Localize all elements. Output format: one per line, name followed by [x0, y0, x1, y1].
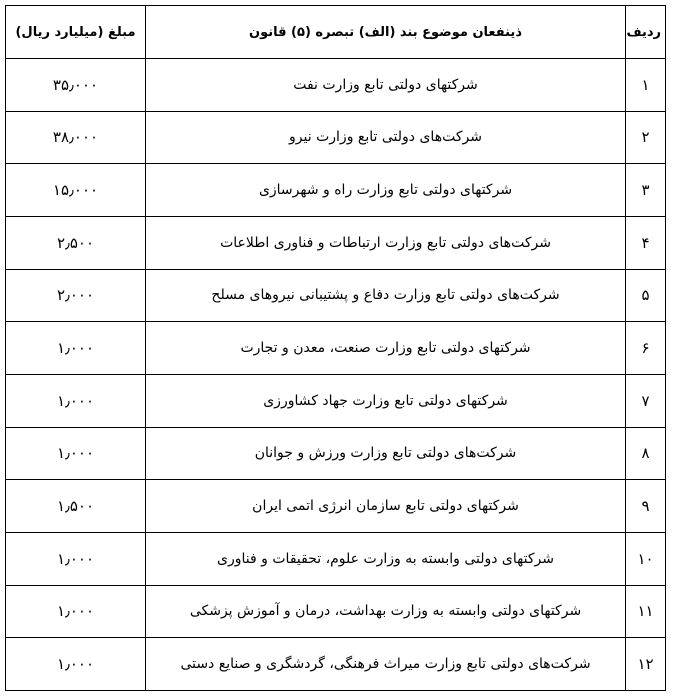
row-number-cell: ۸ — [626, 427, 666, 480]
table-row — [6, 59, 666, 112]
header-amount: مبلغ (میلیارد ریال) — [6, 6, 146, 59]
table-row — [6, 216, 666, 269]
amount-cell: ۱٫۰۰۰ — [6, 427, 146, 480]
beneficiaries-table — [5, 5, 666, 691]
table-row — [6, 532, 666, 585]
beneficiary-name-cell: شرکتهای دولتی تابع سازمان انرژی اتمی ایران — [146, 480, 626, 533]
row-number-cell: ۱۱ — [626, 585, 666, 638]
row-number-cell: ۱۲ — [626, 638, 666, 691]
table-row — [6, 585, 666, 638]
row-number-cell: ۵ — [626, 269, 666, 322]
header-beneficiaries: ذینفعان موضوع بند (الف) تبصره (۵) قانون — [146, 6, 626, 59]
table-row — [6, 374, 666, 427]
row-number-cell: ۱ — [626, 59, 666, 112]
row-number-cell: ۶ — [626, 322, 666, 375]
amount-cell: ۱٫۰۰۰ — [6, 638, 146, 691]
beneficiary-name-cell: شرکت‌های دولتی تابع وزارت نیرو — [146, 111, 626, 164]
table-row — [6, 322, 666, 375]
beneficiary-name-cell: شرکتهای دولتی تابع وزارت صنعت، معدن و تجارت — [146, 322, 626, 375]
amount-cell: ۱٫۰۰۰ — [6, 585, 146, 638]
amount-cell: ۱٫۰۰۰ — [6, 322, 146, 375]
table-row — [6, 638, 666, 691]
amount-cell: ۳۸٫۰۰۰ — [6, 111, 146, 164]
beneficiary-name-cell: شرکتهای دولتی تابع وزارت راه و شهرسازی — [146, 164, 626, 217]
row-number-cell: ۱۰ — [626, 532, 666, 585]
table-header — [6, 6, 666, 59]
amount-cell: ۱٫۰۰۰ — [6, 374, 146, 427]
table-body — [6, 59, 666, 691]
beneficiary-name-cell: شرکت‌های دولتی تابع وزارت ارتباطات و فناوری اطلاعات — [146, 216, 626, 269]
beneficiary-name-cell: شرکتهای دولتی وابسته به وزارت بهداشت، درمان و آموزش پزشکی — [146, 585, 626, 638]
row-number-cell: ۹ — [626, 480, 666, 533]
amount-cell: ۲٫۰۰۰ — [6, 269, 146, 322]
beneficiary-name-cell: شرکت‌های دولتی تابع وزارت میراث فرهنگی، گردشگری و صنایع دستی — [146, 638, 626, 691]
row-number-cell: ۴ — [626, 216, 666, 269]
row-number-cell: ۷ — [626, 374, 666, 427]
table-row — [6, 269, 666, 322]
beneficiary-name-cell: شرکتهای دولتی وابسته به وزارت علوم، تحقیقات و فناوری — [146, 532, 626, 585]
beneficiary-name-cell: شرکتهای دولتی تابع وزارت جهاد کشاورزی — [146, 374, 626, 427]
table-row — [6, 427, 666, 480]
table-row — [6, 480, 666, 533]
amount-cell: ۳۵٫۰۰۰ — [6, 59, 146, 112]
table-row — [6, 164, 666, 217]
amount-cell: ۲٫۵۰۰ — [6, 216, 146, 269]
amount-cell: ۱٫۵۰۰ — [6, 480, 146, 533]
header-row-number: ردیف — [626, 6, 666, 59]
beneficiary-name-cell: شرکت‌های دولتی تابع وزارت دفاع و پشتیبانی نیروهای مسلح — [146, 269, 626, 322]
row-number-cell: ۲ — [626, 111, 666, 164]
header-row — [6, 6, 666, 59]
amount-cell: ۱٫۰۰۰ — [6, 532, 146, 585]
row-number-cell: ۳ — [626, 164, 666, 217]
amount-cell: ۱۵٫۰۰۰ — [6, 164, 146, 217]
beneficiary-name-cell: شرکتهای دولتی تابع وزارت نفت — [146, 59, 626, 112]
table-row — [6, 111, 666, 164]
beneficiary-name-cell: شرکت‌های دولتی تابع وزارت ورزش و جوانان — [146, 427, 626, 480]
